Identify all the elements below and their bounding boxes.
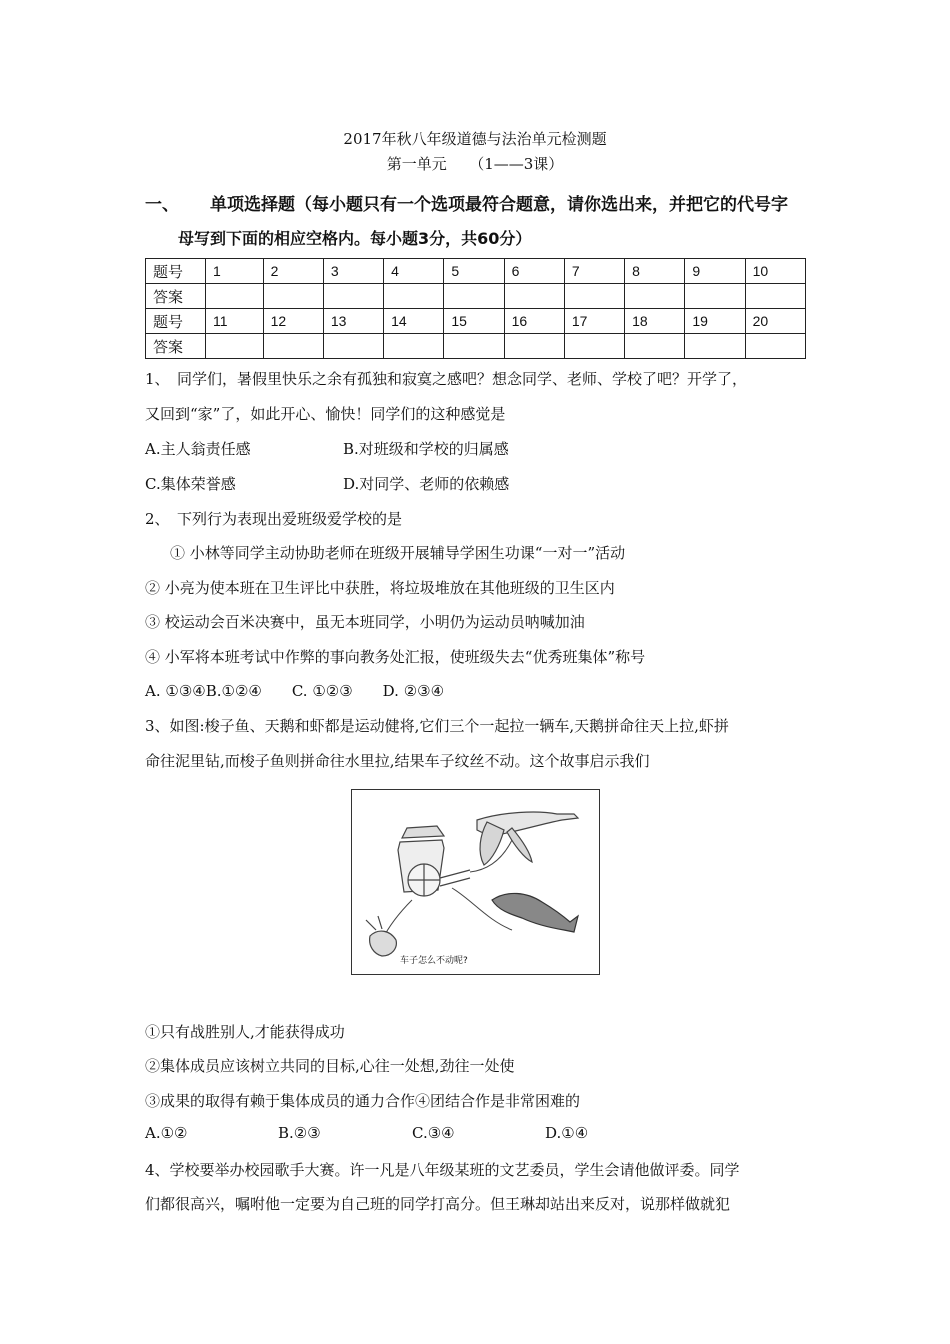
section-number: 一、 — [145, 195, 179, 215]
table-cell: 答案 — [146, 334, 206, 359]
table-cell: 题号 — [146, 259, 206, 284]
table-cell: 15 — [444, 309, 504, 334]
answer-cell[interactable] — [504, 284, 564, 309]
answer-cell[interactable] — [206, 284, 264, 309]
answer-cell[interactable] — [625, 334, 685, 359]
table-cell: 7 — [564, 259, 624, 284]
q2-item-3: ③ 校运动会百米决赛中，虽无本班同学，小明仍为运动员呐喊加油 — [145, 613, 585, 631]
answer-cell[interactable] — [564, 334, 624, 359]
q2-stem: 2、 下列行为表现出爱班级爱学校的是 — [145, 510, 403, 528]
table-cell: 8 — [625, 259, 685, 284]
table-row — [146, 284, 806, 309]
answer-cell[interactable] — [263, 284, 323, 309]
answer-cell[interactable] — [504, 334, 564, 359]
q3-item-1: ①只有战胜别人,才能获得成功 — [145, 1023, 345, 1041]
answer-cell[interactable] — [685, 334, 745, 359]
q1-option-d: D.对同学、老师的依赖感 — [343, 475, 510, 493]
page-title: 2017年秋八年级道德与法治单元检测题 — [343, 130, 607, 148]
table-cell: 5 — [444, 259, 504, 284]
answer-cell[interactable] — [625, 284, 685, 309]
q3-item-3: ③成果的取得有赖于集体成员的通力合作④团结合作是非常困难的 — [145, 1092, 581, 1110]
q3-stem-line1: 3、如图:梭子鱼、天鹅和虾都是运动健将,它们三个一起拉一辆车,天鹅拼命往天上拉,虾拼 — [145, 717, 729, 735]
table-cell: 10 — [745, 259, 805, 284]
q3-option-b: B.②③ — [278, 1124, 321, 1142]
table-cell: 14 — [384, 309, 444, 334]
answer-cell[interactable] — [206, 334, 264, 359]
q1-option-a: A.主人翁责任感 — [145, 440, 251, 458]
shrimp-drawing — [366, 916, 396, 956]
table-cell: 答案 — [146, 284, 206, 309]
q2-options: A. ①③④B.①②④ C. ①②③ D. ②③④ — [145, 682, 445, 700]
table-cell: 19 — [685, 309, 745, 334]
q4-line1: 4、学校要举办校园歌手大赛。许一凡是八年级某班的文艺委员，学生会请他做评委。同学 — [145, 1161, 740, 1179]
table-row — [146, 309, 806, 334]
table-cell: 12 — [263, 309, 323, 334]
table-cell: 9 — [685, 259, 745, 284]
section-heading-line1: 单项选择题（每小题只有一个选项最符合题意，请你选出来，并把它的代号字 — [210, 195, 788, 215]
q3-option-c: C.③④ — [412, 1124, 455, 1142]
q3-option-d: D.①④ — [545, 1124, 589, 1142]
table-cell: 20 — [745, 309, 805, 334]
answer-cell[interactable] — [444, 334, 504, 359]
table-cell: 题号 — [146, 309, 206, 334]
table-cell: 18 — [625, 309, 685, 334]
cart-illustration — [352, 790, 599, 974]
table-cell: 1 — [206, 259, 264, 284]
table-cell: 3 — [323, 259, 383, 284]
table-cell: 11 — [206, 309, 264, 334]
q2-item-4: ④ 小军将本班考试中作弊的事向教务处汇报，使班级失去“优秀班集体”称号 — [145, 648, 646, 666]
answer-table — [145, 258, 806, 359]
swan-drawing — [477, 812, 578, 865]
q2-item-2: ② 小亮为使本班在卫生评比中获胜，将垃圾堆放在其他班级的卫生区内 — [145, 579, 615, 597]
answer-cell[interactable] — [564, 284, 624, 309]
answer-cell[interactable] — [384, 284, 444, 309]
q4-line2: 们都很高兴，嘱咐他一定要为自己班的同学打高分。但王琳却站出来反对，说那样做就犯 — [145, 1195, 731, 1213]
table-cell: 4 — [384, 259, 444, 284]
q3-option-a: A.①② — [145, 1124, 188, 1142]
answer-cell[interactable] — [745, 284, 805, 309]
answer-cell[interactable] — [323, 284, 383, 309]
q1-option-b: B.对班级和学校的归属感 — [343, 440, 509, 458]
story-illustration — [351, 789, 600, 975]
table-cell: 2 — [263, 259, 323, 284]
figure-caption: 车子怎么不动呢? — [400, 956, 468, 966]
table-row — [146, 259, 806, 284]
answer-cell[interactable] — [384, 334, 444, 359]
q3-item-2: ②集体成员应该树立共同的目标,心往一处想,劲往一处使 — [145, 1057, 515, 1075]
q2-item-1: ① 小林等同学主动协助老师在班级开展辅导学困生功课“一对一”活动 — [170, 544, 626, 562]
table-cell: 6 — [504, 259, 564, 284]
table-cell: 13 — [323, 309, 383, 334]
answer-cell[interactable] — [263, 334, 323, 359]
table-cell: 16 — [504, 309, 564, 334]
page-subtitle: 第一单元 （1——3课） — [386, 155, 564, 173]
section-heading-line2: 母写到下面的相应空格内。每小题3分，共60分） — [178, 229, 532, 248]
q1-stem-line1: 1、 同学们，暑假里快乐之余有孤独和寂寞之感吧？想念同学、老师、学校了吧？开学了， — [145, 370, 748, 388]
table-row — [146, 334, 806, 359]
cart-drawing — [398, 826, 470, 896]
q1-stem-line2: 又回到“家”了，如此开心、愉快！同学们的这种感觉是 — [145, 405, 506, 423]
answer-cell[interactable] — [323, 334, 383, 359]
answer-cell[interactable] — [685, 284, 745, 309]
q1-option-c: C.集体荣誉感 — [145, 475, 236, 493]
answer-cell[interactable] — [444, 284, 504, 309]
answer-cell[interactable] — [745, 334, 805, 359]
table-cell: 17 — [564, 309, 624, 334]
q3-stem-line2: 命往泥里钻,而梭子鱼则拼命往水里拉,结果车子纹丝不动。这个故事启示我们 — [145, 752, 650, 770]
